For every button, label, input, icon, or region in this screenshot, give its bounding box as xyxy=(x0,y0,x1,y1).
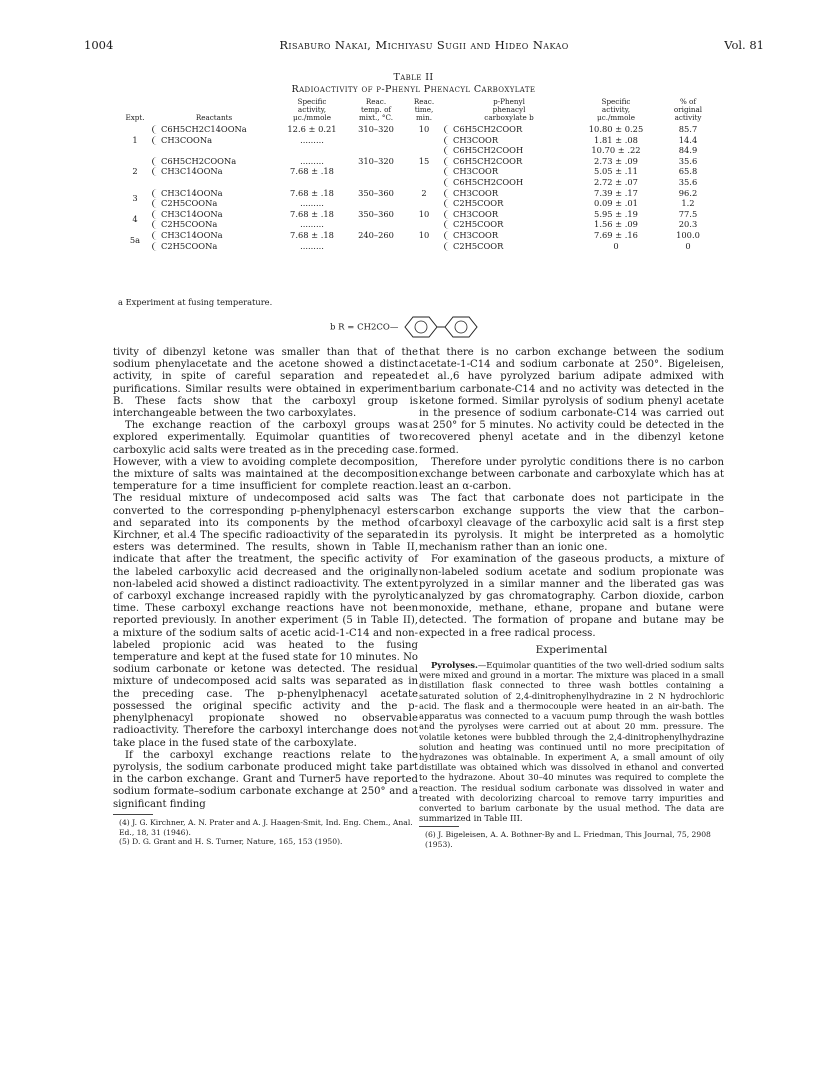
table-title: Radioactivity of p-Phenyl Phenacyl Carboxylate xyxy=(291,84,536,95)
temp-cell xyxy=(348,198,404,209)
table-row xyxy=(118,145,718,156)
table-row xyxy=(118,230,718,241)
reactant-activity-cell: 7.68 ± .18 xyxy=(290,229,334,240)
table-row xyxy=(118,188,718,199)
time-cell xyxy=(404,219,444,230)
temp-cell xyxy=(348,166,404,177)
time-cell: 10 xyxy=(418,208,430,219)
product-activity-cell: 1.56 ± .09 xyxy=(594,219,638,230)
paragraph: For examination of the gaseous products, a mixture of non-labeled sodium acetate and sodium propionate was pyrolyzed in a similar manner and the liberated gas was analyzed by gas chromatography. Carbon dioxide, carbon monoxide, methane, ethane, propane and butane were detected. The formation of propane and butane may be expected in a free radical process. xyxy=(419,554,724,639)
time-cell xyxy=(404,166,444,177)
left-column xyxy=(113,347,418,847)
expt-cell: 3 xyxy=(132,192,138,203)
experimental-paragraph xyxy=(419,660,724,823)
table-row xyxy=(118,135,718,146)
reactant-cell: CH3COONa xyxy=(152,135,276,146)
time-cell xyxy=(404,135,444,146)
footnote-rule xyxy=(113,814,153,815)
page-number: 1004 xyxy=(84,38,114,52)
percent-cell: 0 xyxy=(685,240,691,251)
th-expt: Expt. xyxy=(125,113,145,122)
product-activity-cell: 2.72 ± .07 xyxy=(594,176,638,187)
reactant-activity-cell: 7.68 ± .18 xyxy=(290,208,334,219)
product-cell: C6H5CH2COOH xyxy=(444,145,574,156)
percent-cell: 65.8 xyxy=(678,166,698,177)
percent-cell: 20.3 xyxy=(678,219,698,230)
product-cell: CH3COOR xyxy=(444,230,574,241)
reactant-cell: CH3C14OONa xyxy=(152,166,276,177)
table-row xyxy=(118,209,718,220)
product-cell: C2H5COOR xyxy=(444,198,574,209)
th-reactants: Reactants xyxy=(195,113,233,122)
table-row xyxy=(118,156,718,167)
product-activity-cell: 0.09 ± .01 xyxy=(594,198,638,209)
temp-cell: 240–260 xyxy=(358,229,394,240)
product-cell: C6H5CH2COOR xyxy=(444,124,574,135)
product-cell: C6H5CH2COOR xyxy=(444,156,574,167)
percent-cell: 14.4 xyxy=(678,134,698,145)
paragraph: The exchange reaction of the carboxyl groups was explored experimentally. Equimolar quantities of two carboxylic acid salts were treated as in the preceding case. However, with a view to avoiding complete decomposition, the mixture of salts was maintained at the decomposition temperature for a time insufficient for complete reaction. The residual mixture of undecomposed acid salts was converted to the corresponding p-phenylphenacyl esters and separated into its components by the method of Kirchner, et al.4 The specific radioactivity of the separated esters was determined. The results, shown in Table II, indicate that after the treatment, the specific activity of the labeled carboxylic acid decreased and the originally non-labeled acid showed a distinct radioactivity. The extent of carboxyl exchange increased rapidly with the pyrolytic time. These carboxyl exchange reactions have not been reported previously. In another experiment (5 in Table II), a mixture of the sodium salts of acetic acid-1-C14 and non-labeled propionic acid was heated to the fusing temperature and kept at the fused state for 10 minutes. No sodium carbonate or ketone was detected. The residual mixture of undecomposed acid salts was separated as in the preceding case. The p-phenylphenacyl acetate possessed the original specific activity and the p-phenylphenacyl propionate showed no observable radioactivity. Therefore the carboxyl interchange does not take place in the fused state of the carboxylate. xyxy=(113,420,418,749)
reactant-cell: CH3C14OONa xyxy=(152,188,276,199)
table-header-row xyxy=(118,98,718,124)
th-activity: Specific activity, μc./mmole xyxy=(293,97,331,122)
paragraph: that there is no carbon exchange between the sodium acetate-1-C14 and sodium carbonate at 250°. Bigeleisen, et al.,6 have pyrolyzed barium adipate admixed with barium carbonate-C14 and no activity was detected in the ketone formed. Similar pyrolysis of sodium phenyl acetate in the presence of sodium carbonate-C14 was carried out at 250° for 5 minutes. No activity could be detected in the recovered phenyl acetate and in the dibenzyl ketone formed. xyxy=(419,347,724,456)
th-spec-act: Specific activity, μc./mmole xyxy=(597,97,635,122)
product-cell: CH3COOR xyxy=(444,135,574,146)
product-activity-cell: 7.69 ± .16 xyxy=(594,229,638,240)
temp-cell xyxy=(348,241,404,252)
reference: (5) D. G. Grant and H. S. Turner, Nature, 165, 153 (1950). xyxy=(119,837,343,847)
temp-cell xyxy=(348,135,404,146)
product-activity-cell: 10.70 ± .22 xyxy=(591,145,641,156)
temp-cell xyxy=(348,177,404,188)
temp-cell: 350–360 xyxy=(358,208,394,219)
temp-cell: 350–360 xyxy=(358,187,394,198)
reactant-cell: C6H5CH2COONa xyxy=(152,156,276,167)
section-heading: Experimental xyxy=(535,643,608,656)
percent-cell: 35.6 xyxy=(678,155,698,166)
paragraph: Therefore under pyrolytic conditions there is no carbon exchange between carbonate and carboxylate which has at least an α-carbon. xyxy=(419,456,724,493)
product-cell: C2H5COOR xyxy=(444,219,574,230)
data-table xyxy=(118,98,718,251)
th-time: Reac. time, min. xyxy=(413,97,435,122)
footnote-rule xyxy=(419,826,459,827)
reactant-activity-cell: 12.6 ± 0.21 xyxy=(287,124,337,134)
product-cell: CH3COOR xyxy=(444,188,574,199)
temp-cell xyxy=(348,219,404,230)
table-footnote-a: a Experiment at fusing temperature. xyxy=(118,297,273,307)
run-in-heading: Pyrolyses. xyxy=(431,660,478,671)
percent-cell: 85.7 xyxy=(678,124,698,134)
right-column xyxy=(419,347,724,850)
temp-cell xyxy=(348,145,404,156)
table-label: Table II xyxy=(393,72,434,83)
reactant-cell: C2H5COONa xyxy=(152,198,276,209)
reactant-activity-cell xyxy=(276,145,348,156)
product-cell: CH3COOR xyxy=(444,209,574,220)
biphenyl-structure-icon xyxy=(401,314,497,340)
expt-cell: 4 xyxy=(132,214,138,225)
expt-cell: 2 xyxy=(132,166,138,177)
time-cell xyxy=(404,145,444,156)
temp-cell: 310–320 xyxy=(358,124,394,134)
reactant-activity-cell: ......... xyxy=(300,240,324,251)
page-header xyxy=(84,38,764,54)
paragraph: tivity of dibenzyl ketone was smaller than that of the sodium phenylacetate and the acetone showed a distinct activity, in spite of careful separation and repeated purifications. Similar results were obtained in experiment B. These facts show that the carboxyl group is interchangeable between the two carboxylates. xyxy=(113,347,418,420)
time-cell xyxy=(404,241,444,252)
product-cell: C2H5COOR xyxy=(444,241,574,252)
percent-cell: 35.6 xyxy=(678,176,698,187)
reactant-cell: C6H5CH2C14OONa xyxy=(152,124,276,135)
time-cell: 2 xyxy=(421,187,427,198)
product-activity-cell: 7.39 ± .17 xyxy=(594,187,638,198)
table-row xyxy=(118,241,718,252)
product-activity-cell: 1.81 ± .08 xyxy=(594,134,638,145)
product-activity-cell: 2.73 ± .09 xyxy=(594,155,638,166)
running-title: Risaburo Nakai, Michiyasu Sugii and Hideo Nakao xyxy=(279,38,569,52)
reactant-activity-cell: ......... xyxy=(300,134,324,145)
paragraph: If the carboxyl exchange reactions relate to the pyrolysis, the sodium carbonate produced might take part in the carbon exchange. Grant and Turner5 have reported sodium formate–sodium carbonate exchange at 250° and a significant finding xyxy=(113,749,418,810)
product-activity-cell: 0 xyxy=(613,240,619,251)
table-row xyxy=(118,177,718,188)
th-phenacyl: p-Phenyl phenacyl carboxylate b xyxy=(484,97,534,122)
time-cell: 10 xyxy=(418,124,430,134)
reactant-activity-cell: ......... xyxy=(300,219,324,230)
table-row xyxy=(118,124,718,135)
product-activity-cell: 5.95 ± .19 xyxy=(594,208,638,219)
footnotes-left xyxy=(113,818,418,847)
reactant-activity-cell: ......... xyxy=(300,155,324,166)
reactant-activity-cell: ......... xyxy=(300,198,324,209)
volume-label: Vol. 81 xyxy=(724,38,764,52)
reactant-cell: CH3C14OONa xyxy=(152,230,276,241)
footnotes-right xyxy=(419,830,724,850)
percent-cell: 1.2 xyxy=(681,198,695,209)
time-cell xyxy=(404,198,444,209)
percent-cell: 77.5 xyxy=(678,208,698,219)
reactant-cell: C2H5COONa xyxy=(152,241,276,252)
product-activity-cell: 10.80 ± 0.25 xyxy=(588,124,644,134)
expt-cell: 1 xyxy=(132,134,138,145)
reactant-cell: CH3C14OONa xyxy=(152,209,276,220)
table-footnote-b: b R = CH2CO— xyxy=(330,322,399,333)
product-cell: C6H5CH2COOH xyxy=(444,177,574,188)
reference: (4) J. G. Kirchner, A. N. Prater and A. J. Haagen-Smit, Ind. Eng. Chem., Anal. Ed., 18, 31 (1946). xyxy=(119,817,413,837)
percent-cell: 100.0 xyxy=(676,229,700,240)
th-temp: Reac. temp. of mixt., °C. xyxy=(358,97,394,122)
time-cell xyxy=(404,177,444,188)
product-cell: CH3COOR xyxy=(444,166,574,177)
time-cell: 10 xyxy=(418,229,430,240)
reactant-activity-cell: 7.68 ± .18 xyxy=(290,166,334,177)
percent-cell: 96.2 xyxy=(678,187,698,198)
expt-cell: 5a xyxy=(129,235,141,246)
th-orig: % of original activity xyxy=(673,97,703,122)
reactant-cell xyxy=(152,177,276,188)
paragraph: The fact that carbonate does not participate in the carbon exchange supports the view that the carbon–carboxyl cleavage of the carboxylic acid salt is a first step in its pyrolysis. It might be interpreted as a homolytic mechanism rather than an ionic one. xyxy=(419,493,724,554)
reactant-activity-cell xyxy=(276,177,348,188)
percent-cell: 84.9 xyxy=(678,145,698,156)
reactant-activity-cell: 7.68 ± .18 xyxy=(290,187,334,198)
r-group-structure xyxy=(330,314,497,340)
table-row xyxy=(118,166,718,177)
time-cell: 15 xyxy=(418,155,430,166)
temp-cell: 310–320 xyxy=(358,155,394,166)
table-row xyxy=(118,198,718,209)
experimental-text: —Equimolar quantities of the two well-dried sodium salts were mixed and ground in a mortar. The mixture was placed in a small distillation flask connected to three wash bottles containing a saturated solution of 2,4-dinitrophenylhydrazine in 2 N hydrochloric acid. The flask and a thermocouple were heated in an air-bath. The apparatus was connected to a vacuum pump through the wash bottles and the pyrolyses were carried out at about 20 mm. pressure. The volatile ketones were bubbled through the 2,4-dinitrophenylhydrazine solution and heating was continued until no more precipitation of hydrazones was obtainable. In experiment A, a small amount of oily distillate was obtained which was dissolved in ethanol and converted to the hydrazone. About 30–40 minutes was required to complete the reaction. The residual sodium carbonate was dissolved in water and treated with decolorizing charcoal to remove tarry impurities and converted to barium carbonate by the usual method. The data are summarized in Table III. xyxy=(419,660,724,824)
table-row xyxy=(118,219,718,230)
reference: (6) J. Bigeleisen, A. A. Bothner-By and L. Friedman, This Journal, 75, 2908 (1953). xyxy=(425,830,711,850)
product-activity-cell: 5.05 ± .11 xyxy=(594,166,638,177)
reactant-cell xyxy=(152,145,276,156)
reactant-cell: C2H5COONa xyxy=(152,219,276,230)
